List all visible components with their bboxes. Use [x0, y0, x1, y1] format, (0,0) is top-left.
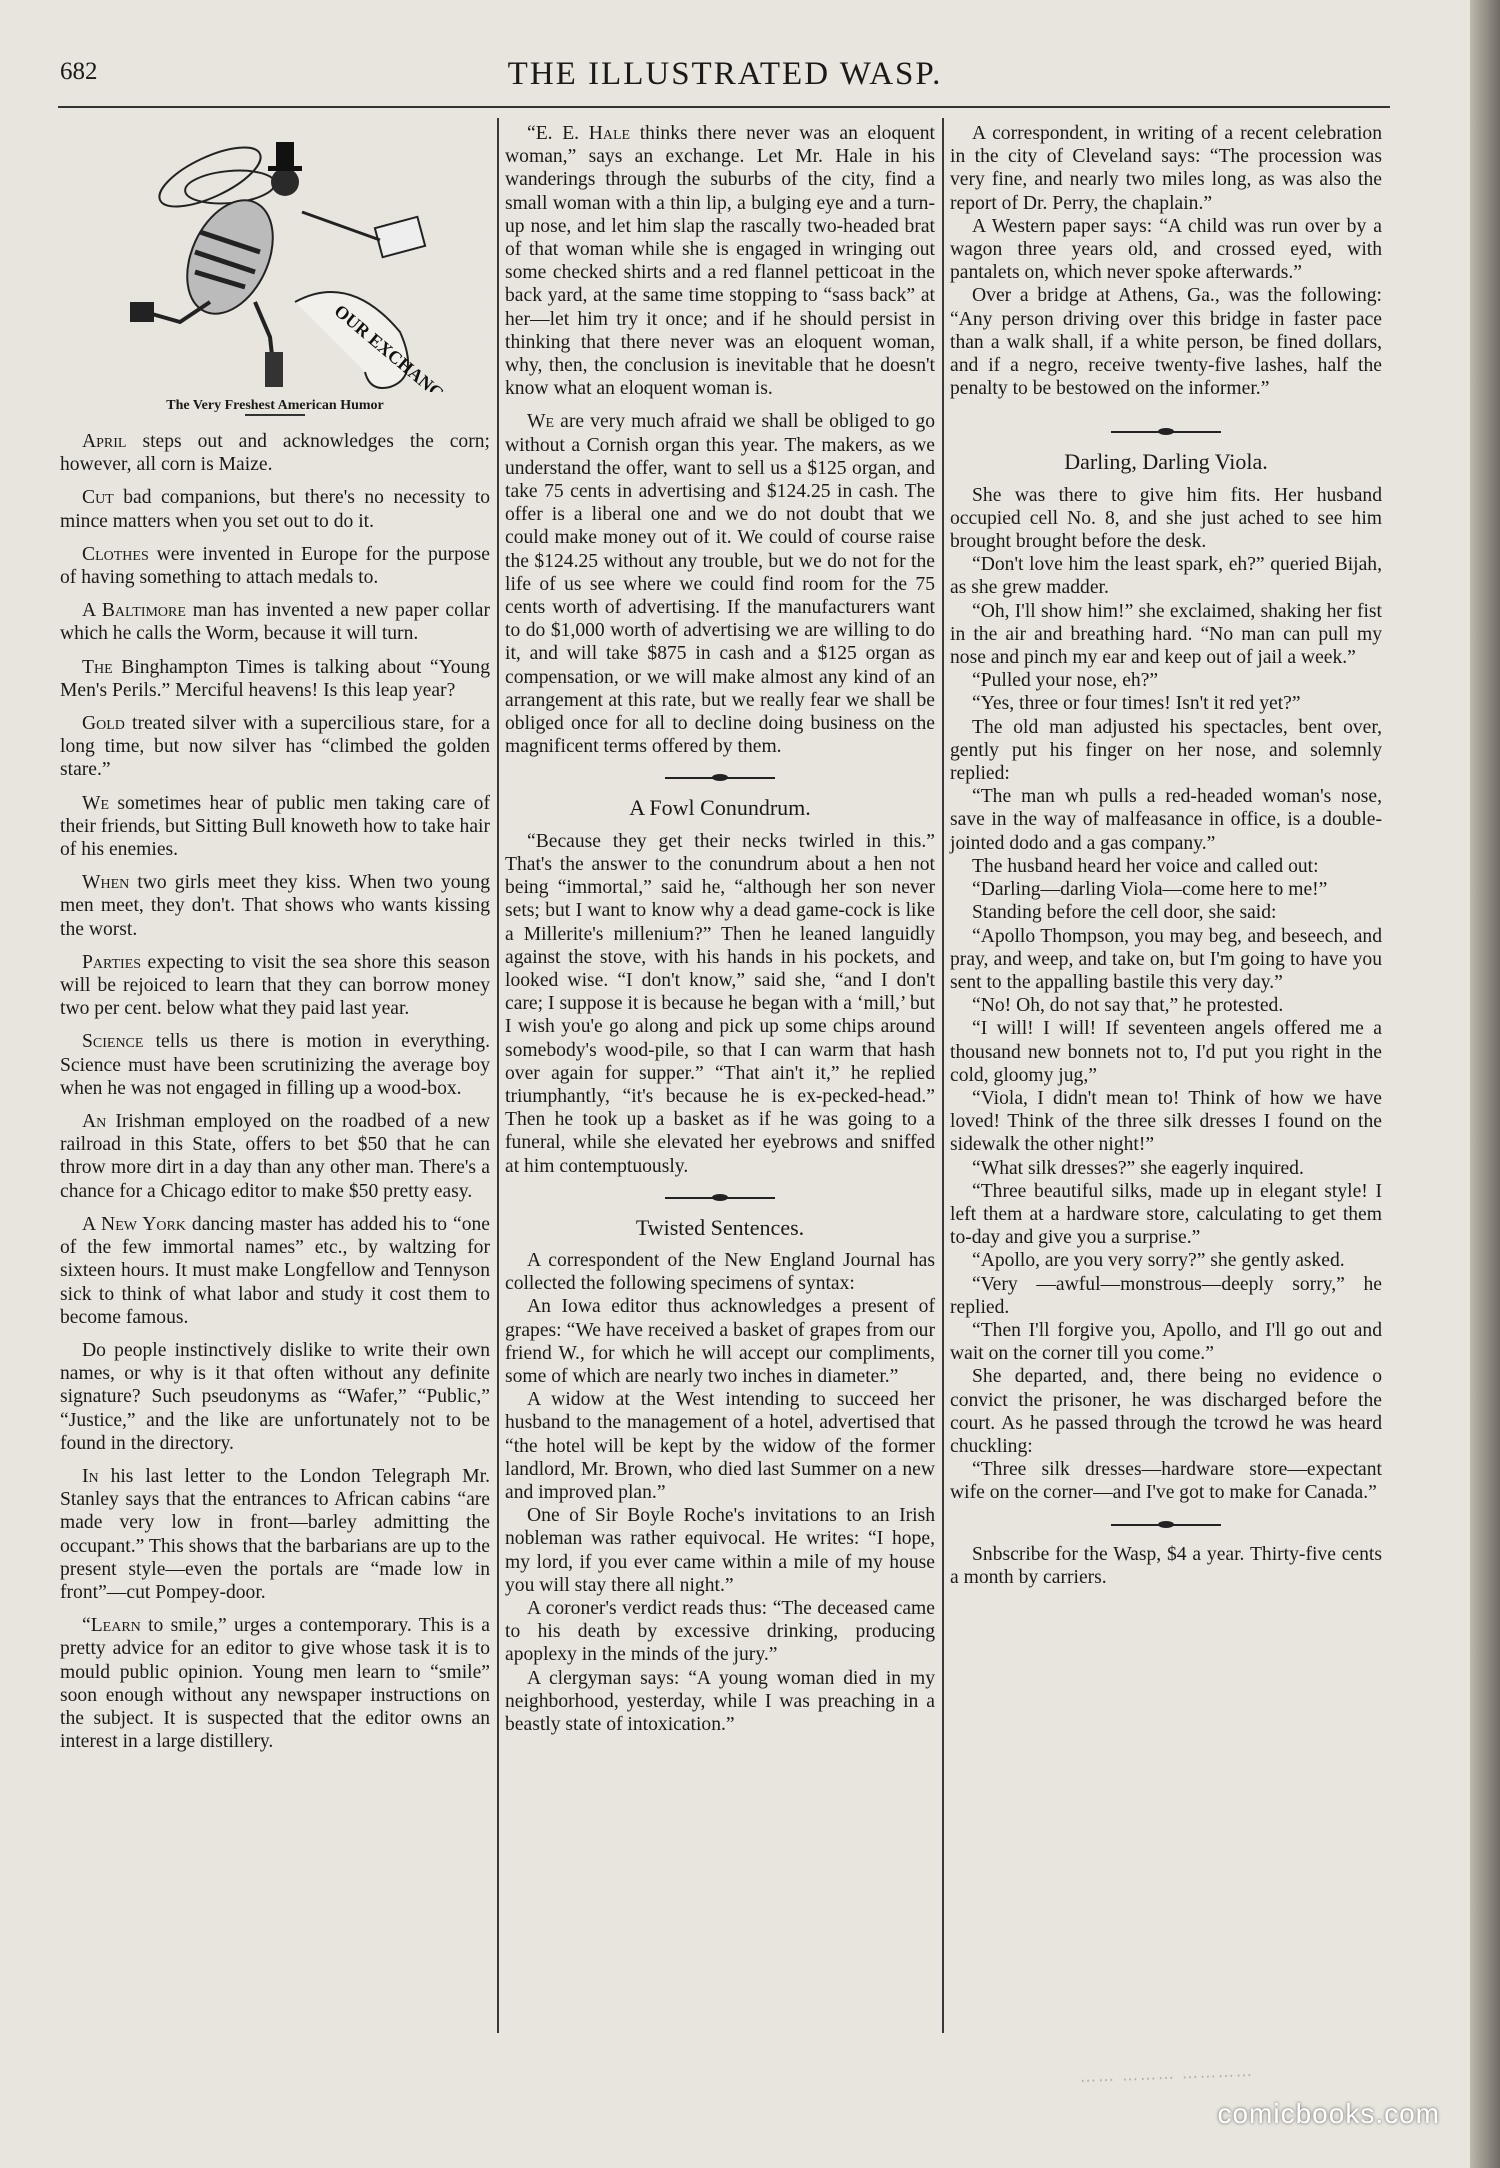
paragraph: Over a bridge at Athens, Ga., was the following: “Any person driving over this bridge in faster pace than a walk shall, if a white person, be fined dollars, and if a negro, receive twenty-five lashes, half the penalty to be bestowed on the informer.”: [950, 285, 1382, 400]
paragraph: “Three silk dresses—hardware store—expectant wife on the corner—and I've got to make for Canada.”: [950, 1459, 1382, 1504]
column-3: [950, 122, 1382, 1599]
paragraph-fowl: “Because they get their necks twirled in this.” That's the answer to the conundrum about a hen not being “immortal,” said he, “although her son never sets; but I want to know why a dead game-cock is like a Millerite's millenium?” Then he leaned languidly against the stove, with his hands in his pockets, and looked wise. “I don't know,” said she, “and I don't care; I suppose it is because he began with a ‘mill,’ but I wish you'e go along and pick up some chips around somebody's wood-pile, so that I can warm that hash over again for supper.” “That ain't it,” he replied triumphantly, “it's because he is ex-pecked-head.” Then he took up a basket as if he was going to a funeral, while she elevated her eyebrows and sniffed at him contemptuously.: [505, 830, 935, 1177]
column-2: [505, 122, 935, 1736]
paragraph: A coroner's verdict reads thus: “The deceased came to his death by excessive drinking, producing apoplexy in the minds of the jury.”: [505, 1597, 935, 1666]
subscribe-notice: Snbscribe for the Wasp, $4 a year. Thirty-five cents a month by carriers.: [950, 1543, 1382, 1588]
article-title: A Fowl Conundrum.: [629, 795, 811, 821]
paragraph: We sometimes hear of public men taking care of their friends, but Sitting Bull knoweth how to take hair of his enemies.: [60, 792, 490, 861]
paragraph: Gold treated silver with a supercilious stare, for a long time, but now silver has “climbed the golden stare.”: [60, 713, 490, 781]
paragraph: The old man adjusted his spectacles, bent over, gently put his finger on her nose, and solemnly replied:: [950, 716, 1382, 785]
paragraph: A correspondent, in writing of a recent celebration in the city of Cleveland says: “The procession was very fine, and nearly two miles long, as was also the report of Dr. Perry, the chaplain.”: [950, 123, 1382, 214]
paragraph: April steps out and acknowledges the corn; however, all corn is Maize.: [60, 431, 490, 476]
watermark: comicbooks.com: [1217, 2098, 1440, 2129]
wasp-cartoon: [60, 122, 490, 413]
paragraph: When two girls meet they kiss. When two young men meet, they don't. That shows who wants kissing the worst.: [60, 872, 490, 940]
paragraph-organ: We are very much afraid we shall be obliged to go without a Cornish organ this year. The makers, as we understand the offer, want to sell us a $125 organ, and take 75 cents in advertising and $124.25 in cash. The offer is a liberal one and we do not doubt that we could make money out of it. We could of course raise the $124.25 without any trouble, but we do not for the life of us see where we could find room for the 75 cents worth of advertising. If the manufacturers want to do $1,000 worth of advertising we are willing to do it, and will take $875 in cash and a $125 organ as compensation, or we will make almost any kind of an arrangement at this rate, but we really fear we shall be obliged once for all to decline doing business on the magnificent terms offered by them.: [505, 411, 935, 758]
paragraph-hale: “E. E. Hale thinks there never was an eloquent woman,” says an exchange. Let Mr. Hale in his wanderings through the suburbs of the city, find a small woman with a thin lip, a bulging eye and a turn-up nose, and let him slap the rascally two-headed brat of that woman while she is engaged in wringing out some checked shirts and a red flannel petticoat in the back yard, at the same time stopping to “sass back” at her—let him try it once; and if he should persist in thinking that there never was an eloquent woman, why, then, the conclusion is inevitable that he doesn't know what an eloquent woman is.: [505, 123, 935, 400]
paragraph: An Irishman employed on the roadbed of a new railroad in this State, offers to bet $50 that he can throw more dirt in a day than any other man. There's a chance for a Chicago editor to make $50 pretty easy.: [60, 1111, 490, 1202]
paragraph: She was there to give him fits. Her husband occupied cell No. 8, and she just ached to see him brought brought before the desk.: [950, 484, 1382, 553]
paragraph: Parties expecting to visit the sea shore this season will be rejoiced to learn that they can borrow money two per cent. below what they paid last year.: [60, 951, 490, 1020]
paragraph: “Viola, I didn't mean to! Think of how we have loved! Think of the three silk dresses I found on the sidewalk the other night!”: [950, 1087, 1382, 1156]
paragraph: “Apollo, are you very sorry?” she gently asked.: [972, 1250, 1345, 1272]
paragraph: “Learn to smile,” urges a contemporary. This is a pretty advice for an editor to give whose task it is to mould public opinion. Young men learn to “smile” soon enough without any newspaper instructions on the subject. It is suspected that the editor owns an interest in a large distillery.: [60, 1615, 490, 1753]
column-divider: [942, 118, 944, 2033]
paragraph: Standing before the cell door, she said:: [972, 902, 1277, 924]
paragraph: A correspondent of the New England Journal has collected the following specimens of syntax:: [505, 1249, 935, 1295]
paragraph: “Oh, I'll show him!” she exclaimed, shaking her fist in the air and breathing hard. “No man can pull my nose and pinch my ear and keep out of jail a week.”: [950, 600, 1382, 669]
paragraph: “I will! I will! If seventeen angels offered me a thousand new bonnets not to, I'd put you right in the cold, gloomy jug,”: [950, 1018, 1382, 1086]
paragraph: A clergyman says: “A young woman died in my neighborhood, yesterday, while I was preaching in a beastly state of intoxication.”: [505, 1667, 935, 1735]
paragraph: A widow at the West intending to succeed her husband to the management of a hotel, advertised that “the hotel will be kept by the widow of the former landlord, Mr. Brown, who died last Summer on a new and improved plan.”: [505, 1389, 935, 1503]
wasp-illustration: [60, 122, 490, 392]
paragraph: An Iowa editor thus acknowledges a present of grapes: “We have received a basket of grapes from our friend W., for which he will accept our compliments, some of which are nearly two inches in diameter.”: [505, 1296, 935, 1387]
paragraph: “The man wh pulls a red-headed woman's nose, save in the way of malfeasance in office, is a double-jointed dodo and a gas company.”: [950, 786, 1382, 854]
page-binding-edge: [1470, 0, 1500, 2168]
article-title: Darling, Darling Viola.: [1064, 449, 1268, 475]
paragraph: “Apollo Thompson, you may beg, and beseech, and pray, and weep, and take on, but I'm going to have you sent to the appalling bastile this very day.”: [950, 925, 1382, 993]
paragraph: One of Sir Boyle Roche's invitations to an Irish nobleman was rather equivocal. He writes: “I hope, my lord, if you ever came within a mile of my house you will stay there all night.”: [505, 1505, 935, 1596]
page-header: [60, 50, 1390, 100]
masthead: THE ILLUSTRATED WASP.: [507, 56, 943, 92]
paragraph: Science tells us there is motion in everything. Science must have been scrutinizing the average boy when he was not engaged in filling up a wood-box.: [60, 1031, 490, 1099]
page-number: 682: [60, 58, 98, 85]
paragraph: “What silk dresses?” she eagerly inquired.: [972, 1157, 1304, 1179]
paragraph: “Yes, three or four times! Isn't it red yet?”: [972, 693, 1301, 715]
paragraph: Cut bad companions, but there's no necessity to mince matters when you set out to do it.: [60, 487, 490, 532]
paragraph: Clothes were invented in Europe for the purpose of having something to attach medals to.: [60, 543, 490, 589]
header-rule: [58, 106, 1390, 108]
column-divider: [497, 118, 499, 2033]
paragraph: “No! Oh, do not say that,” he protested.: [972, 995, 1284, 1017]
paragraph: A New York dancing master has added his to “one of the few immortal names” etc., by waltzing for sixteen hours. It must make Longfellow and Tennyson sick to think of what labor and study it cost them to become famous.: [60, 1213, 490, 1328]
paragraph: A Baltimore man has invented a new paper collar which he calls the Worm, because it will turn.: [60, 600, 490, 645]
section-separator: [1111, 1519, 1221, 1531]
column-1: [60, 122, 490, 1763]
paragraph: Do people instinctively dislike to write their own names, or why is it that often without any definite signature? Such pseudonyms as “Wafer,” “Public,” “Justice,” and the like are unfortunately not to be found in the directory.: [60, 1339, 490, 1454]
section-separator: [665, 1192, 775, 1204]
paragraph: The husband heard her voice and called out:: [972, 855, 1319, 877]
section-separator: [665, 772, 775, 784]
paragraph: A Western paper says: “A child was run over by a wagon three years old, and crossed eyed, with pantalets on, which never spoke afterwards.”: [950, 215, 1382, 284]
section-separator: [1111, 426, 1221, 438]
article-title: Twisted Sentences.: [635, 1214, 805, 1240]
paragraph: “Then I'll forgive you, Apollo, and I'll go out and wait on the corner till you come.”: [950, 1319, 1382, 1365]
paragraph: She departed, and, there being no evidence o convict the prisoner, he was discharged before the court. As he passed through the tcrowd he was heard chuckling:: [950, 1366, 1382, 1457]
scroll-banner-text: OUR EXCHANGES: [330, 300, 465, 392]
paragraph: “Darling—darling Viola—come here to me!”: [972, 879, 1328, 901]
bleed-through-text: ⋯⋯ ⋯⋯⋯ ⋯⋯⋯⋯: [1079, 2066, 1255, 2091]
paragraph: “Don't love him the least spark, eh?” queried Bijah, as she grew madder.: [950, 554, 1382, 599]
paragraph: The Binghampton Times is talking about “Young Men's Perils.” Merciful heavens! Is this leap year?: [60, 656, 490, 701]
paragraph: “Very —awful—monstrous—deeply sorry,” he replied.: [950, 1273, 1382, 1318]
paragraph: “Pulled your nose, eh?”: [972, 670, 1159, 692]
cartoon-caption: The Very Freshest American Humor: [166, 398, 384, 413]
paragraph: In his last letter to the London Telegraph Mr. Stanley says that the entrances to African cabins “are made very low in front—barley admitting the occupant.” This shows that the barbarians are up to the present style—even the portals are “made low in front”—cut Pompey-door.: [60, 1465, 490, 1603]
paragraph: “Three beautiful silks, made up in elegant style! I left them at a hardware store, calculating to get them to-day and give you a surprise.”: [950, 1180, 1382, 1249]
